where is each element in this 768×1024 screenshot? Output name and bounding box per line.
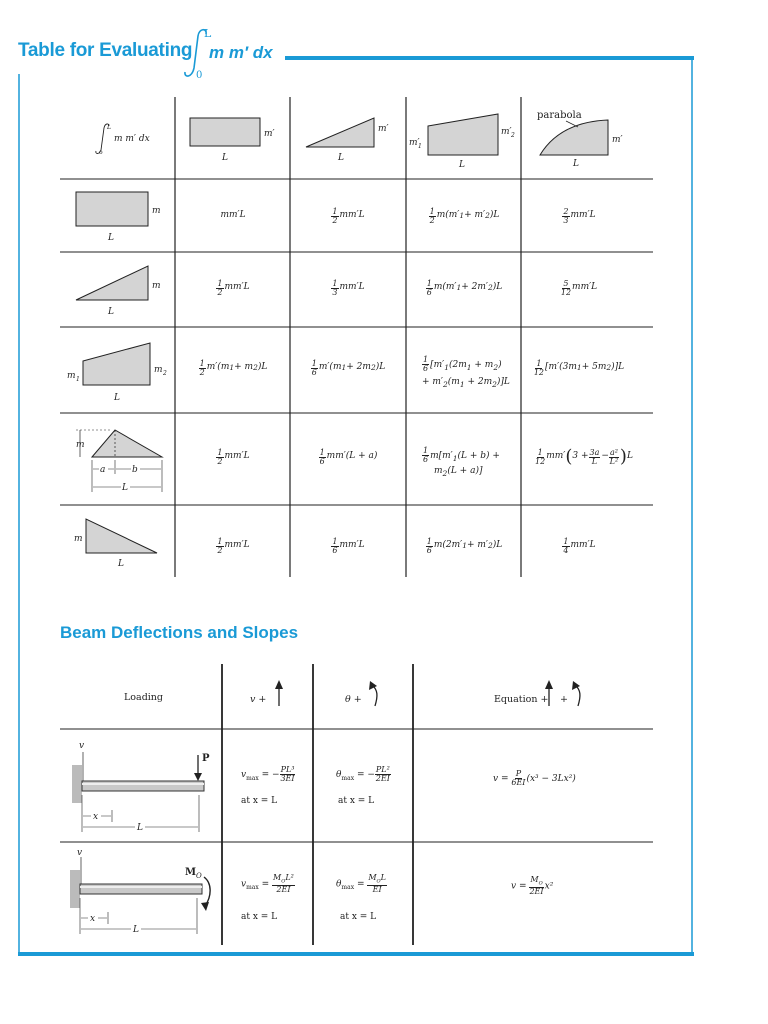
- header-equation-plus: +: [560, 694, 568, 705]
- svg-text:L: L: [338, 153, 344, 163]
- svg-text:1: 1: [76, 376, 80, 383]
- cell-r2-c1: $\frac{1}{2}$ mm′L: [217, 278, 250, 297]
- integrand: m m′ dx: [209, 43, 273, 62]
- theta-moment-load-at: at x = L: [340, 912, 377, 922]
- cell-r3-c4: $\frac{1}{12}$ [m′(3m 1 + 5m 2 )]L: [533, 358, 625, 377]
- svg-text:L: L: [114, 393, 120, 403]
- svg-text:M: M: [185, 867, 197, 878]
- svg-text:L: L: [573, 159, 579, 169]
- svg-text:L: L: [133, 925, 139, 935]
- cell-r2-c2: $\frac{1}{3}$ mm′L: [332, 278, 365, 297]
- svg-text:x: x: [90, 914, 96, 924]
- cell-r1-c1: mm′L: [220, 210, 246, 221]
- svg-text:m: m: [152, 206, 161, 216]
- svg-text:m: m: [76, 440, 85, 450]
- svg-text:m: m: [74, 534, 83, 544]
- cell-r3-c1: $\frac{1}{2}$ m′(m 1 + m 2 )L: [199, 358, 268, 377]
- svg-text:L: L: [459, 160, 465, 170]
- svg-text:2: 2: [511, 132, 515, 139]
- vmax-moment-load: $v_{max}$ = $\frac{M_OL^2}{2EI}$: [241, 873, 294, 894]
- svg-text:m′: m′: [612, 135, 623, 145]
- rotation-arrow-icon: [369, 681, 377, 706]
- svg-text:L: L: [108, 233, 114, 243]
- theta-moment-load: $\theta_{max}$ = $\frac{M_OL}{EI}$: [336, 873, 386, 894]
- svg-text:O: O: [196, 872, 202, 880]
- cell-r5-c1: $\frac{1}{2}$ mm′L: [217, 536, 250, 555]
- svg-text:m m′ dx: m m′ dx: [114, 134, 150, 144]
- svg-text:L: L: [118, 559, 124, 569]
- section-title-beam: Beam Deflections and Slopes: [60, 623, 299, 642]
- header-v: v +: [250, 694, 267, 705]
- theta-point-load-at: at x = L: [338, 796, 375, 806]
- svg-text:b: b: [132, 465, 138, 475]
- vmax-point-load: $v_{max}$ = − $\frac{\text{PL³}}{3EI}$: [241, 765, 295, 783]
- svg-text:m′: m′: [501, 127, 512, 137]
- svg-text:x: x: [93, 812, 99, 822]
- svg-text:L: L: [222, 153, 228, 163]
- cell-r1-c3: $\frac{1}{2}$ m(m′ 1 + m′ 2 )L: [429, 206, 500, 225]
- integral-lower: 0: [196, 70, 203, 81]
- svg-text:P: P: [202, 753, 210, 764]
- cell-r2-c4: $\frac{5}{12}$ mm′L: [560, 278, 598, 297]
- svg-text:o: o: [99, 149, 103, 156]
- cell-r1-c2: $\frac{1}{2}$ mm′L: [332, 206, 365, 225]
- vmax-point-load-at: at x = L: [241, 796, 278, 806]
- cell-r3-c3: $\frac{1}{6}$ [$m'_1(2m_1 + m_2)$ + $m'_2(m_1 + 2m_2)]L$: [422, 355, 510, 390]
- svg-text:L: L: [122, 483, 128, 493]
- svg-text:m: m: [152, 281, 161, 291]
- cell-r4-c3: $\frac{1}{6}$ $m[m'_1(L + b)$ + $m_2(L + a)$]: [423, 446, 500, 479]
- vmax-moment-load-at: at x = L: [241, 912, 278, 922]
- svg-text:L: L: [107, 124, 111, 131]
- page-title: Table for Evaluating: [18, 40, 193, 61]
- cell-r5-c4: $\frac{1}{4}$ mm′L: [563, 536, 596, 555]
- rotation-arrow-icon: [572, 681, 580, 706]
- cell-r4-c2: $\frac{1}{6}$ mm′(L + a): [319, 447, 378, 466]
- svg-text:L: L: [137, 823, 143, 833]
- theta-point-load: $\theta_{max}$ = − $\frac{\text{PL²}}{2EI}$: [336, 765, 390, 783]
- svg-text:v: v: [79, 741, 85, 751]
- svg-text:L: L: [108, 307, 114, 317]
- cell-r5-c3: $\frac{1}{6}$ m(2m′ 1 + m′ 2 )L: [426, 536, 503, 555]
- beam-diagram-point-load: [72, 741, 210, 833]
- cell-r3-c2: $\frac{1}{6}$ m′(m 1 + 2m 2 )L: [311, 358, 386, 377]
- svg-text:1: 1: [418, 143, 422, 150]
- svg-text:m′: m′: [264, 129, 275, 139]
- header-theta: θ +: [345, 694, 362, 705]
- svg-text:m′: m′: [409, 138, 420, 148]
- cell-r4-c1: $\frac{1}{2}$ mm′L: [217, 447, 250, 466]
- svg-text:m: m: [154, 365, 163, 375]
- cell-r5-c2: $\frac{1}{6}$ mm′L: [332, 536, 365, 555]
- svg-text:a: a: [100, 465, 106, 475]
- cell-r1-c4: $\frac{2}{3}$ mm′L: [563, 206, 596, 225]
- beam-diagram-moment-load: [70, 848, 210, 935]
- svg-text:v: v: [77, 848, 83, 858]
- svg-text:parabola: parabola: [537, 110, 582, 121]
- svg-text:m: m: [67, 371, 76, 381]
- equation-point-load: v = $\frac{P}{6EI}$ (x³ − 3Lx²): [493, 769, 576, 787]
- svg-text:2: 2: [163, 370, 167, 377]
- up-arrow-icon: [275, 680, 283, 706]
- integral-upper: L: [204, 27, 212, 40]
- cell-r4-c4: $\frac{1}{12}$ mm′ ( 3 + $\frac{3a}{L}$ − $\frac{\text{a²}}{\text{L²}}$ ) L: [535, 446, 633, 467]
- header-loading: Loading: [124, 692, 164, 703]
- header-equation: Equation +: [494, 694, 549, 705]
- cell-r2-c3: $\frac{1}{6}$ m(m′ 1 + 2m′ 2 )L: [426, 278, 503, 297]
- svg-text:m′: m′: [378, 124, 389, 134]
- equation-moment-load: v = $\frac{M_O}{2EI}$ x²: [511, 875, 554, 896]
